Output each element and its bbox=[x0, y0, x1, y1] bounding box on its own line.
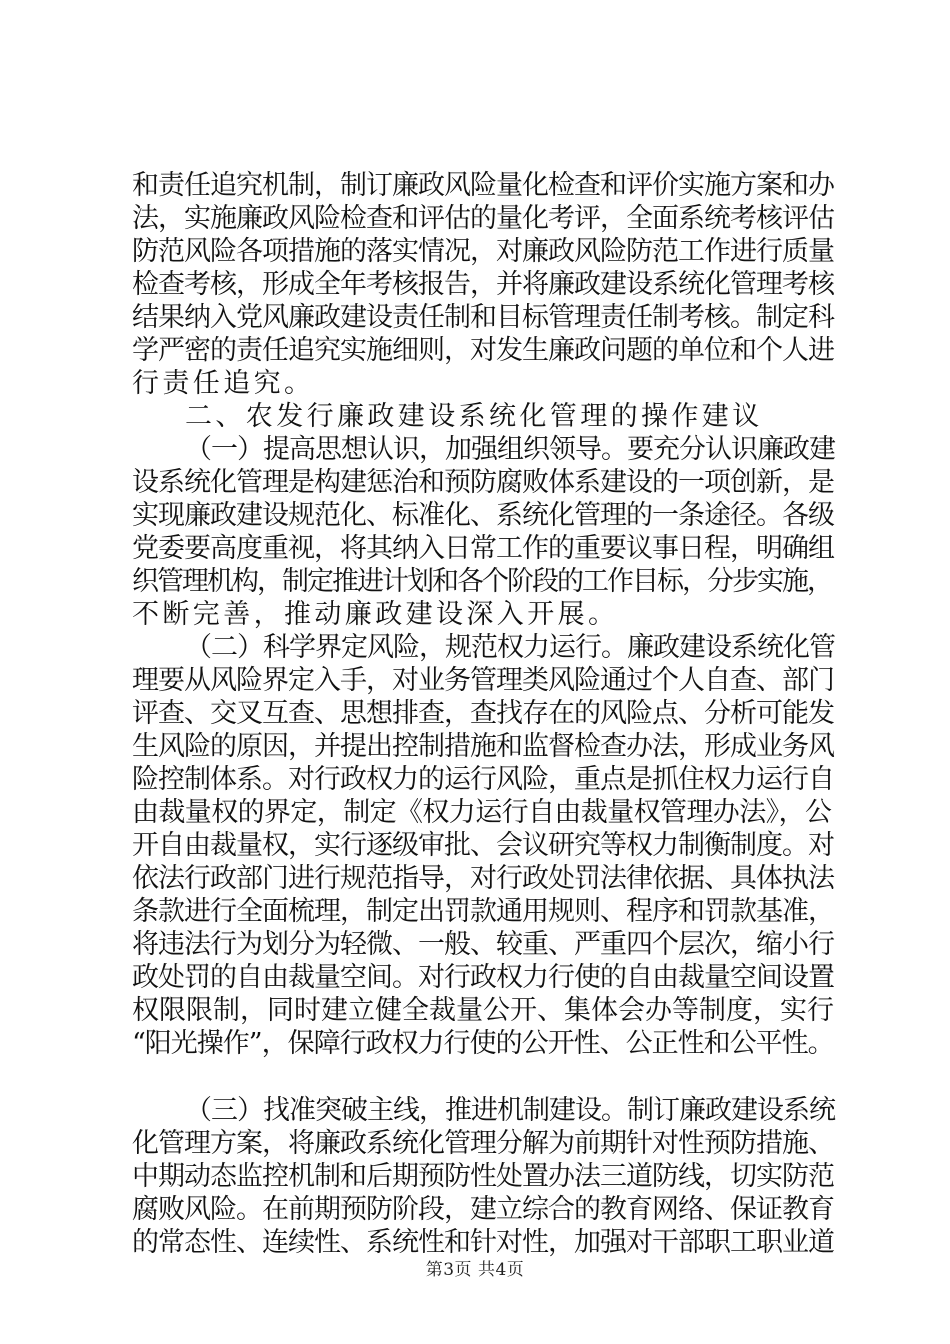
text-line: 险控制体系。对行政权力的运行风险，重点是抓住权力运行自 bbox=[132, 764, 834, 795]
text-line: 实现廉政建设规范化、标准化、系统化管理的一条途径。各级 bbox=[132, 500, 834, 531]
text-line: （二）科学界定风险，规范权力运行。廉政建设系统化管 bbox=[185, 632, 835, 663]
text-line: 生风险的原因，并提出控制措施和监督检查办法，形成业务风 bbox=[132, 731, 834, 762]
text-line: 设系统化管理是构建惩治和预防腐败体系建设的一项创新，是 bbox=[132, 467, 834, 498]
text-line: 腐败风险。在前期预防阶段，建立综合的教育网络、保证教育 bbox=[132, 1194, 834, 1225]
text-line: 检查考核，形成全年考核报告，并将廉政建设系统化管理考核 bbox=[132, 269, 834, 300]
text-line: 中期动态监控机制和后期预防性处置办法三道防线，切实防范 bbox=[132, 1161, 834, 1192]
text-line: 学严密的责任追究实施细则，对发生廉政问题的单位和个人进 bbox=[132, 335, 834, 366]
text-line: 条款进行全面梳理，制定出罚款通用规则、程序和罚款基准， bbox=[132, 896, 834, 927]
text-line: 依法行政部门进行规范指导，对行政处罚法律依据、具体执法 bbox=[132, 863, 834, 894]
text-line: 不断完善，推动廉政建设深入开展。 bbox=[132, 599, 619, 630]
text-line: 的常态性、连续性、系统性和针对性，加强对干部职工职业道 bbox=[132, 1227, 834, 1258]
text-line: （一）提高思想认识，加强组织领导。要充分认识廉政建 bbox=[185, 434, 835, 465]
text-line: 织管理机构，制定推进计划和各个阶段的工作目标，分步实施， bbox=[132, 566, 832, 597]
text-line: “阳光操作”，保障行政权力行使的公开性、公正性和公平性。 bbox=[132, 1028, 834, 1059]
text-line: 党委要高度重视，将其纳入日常工作的重要议事日程，明确组 bbox=[132, 533, 834, 564]
page-number-footer: 第3页 共4页 bbox=[425, 1260, 525, 1280]
text-line: 防范风险各项措施的落实情况，对廉政风险防范工作进行质量 bbox=[132, 236, 834, 267]
text-line: 将违法行为划分为轻微、一般、较重、严重四个层次，缩小行 bbox=[132, 929, 834, 960]
text-line: 权限限制，同时建立健全裁量公开、集体会办等制度，实行 bbox=[132, 995, 834, 1026]
text-line: 理要从风险界定入手，对业务管理类风险通过个人自查、部门 bbox=[132, 665, 834, 696]
section-heading: 二、农发行廉政建设系统化管理的操作建议 bbox=[185, 401, 763, 432]
text-line: 由裁量权的界定，制定《权力运行自由裁量权管理办法》，公 bbox=[132, 797, 832, 828]
text-line: 化管理方案，将廉政系统化管理分解为前期针对性预防措施、 bbox=[132, 1128, 834, 1159]
text-line: 政处罚的自由裁量空间。对行政权力行使的自由裁量空间设置 bbox=[132, 962, 834, 993]
text-line: 开自由裁量权，实行逐级审批、会议研究等权力制衡制度。对 bbox=[132, 830, 834, 861]
text-line: 评查、交叉互查、思想排查，查找存在的风险点、分析可能发 bbox=[132, 698, 834, 729]
text-line: 法，实施廉政风险检查和评估的量化考评，全面系统考核评估 bbox=[132, 203, 834, 234]
text-line: 结果纳入党风廉政建设责任制和目标管理责任制考核。制定科 bbox=[132, 302, 834, 333]
text-line: （三）找准突破主线，推进机制建设。制订廉政建设系统 bbox=[185, 1095, 835, 1126]
text-line: 行责任追究。 bbox=[132, 368, 315, 399]
text-line: 和责任追究机制，制订廉政风险量化检查和评价实施方案和办 bbox=[132, 170, 834, 201]
